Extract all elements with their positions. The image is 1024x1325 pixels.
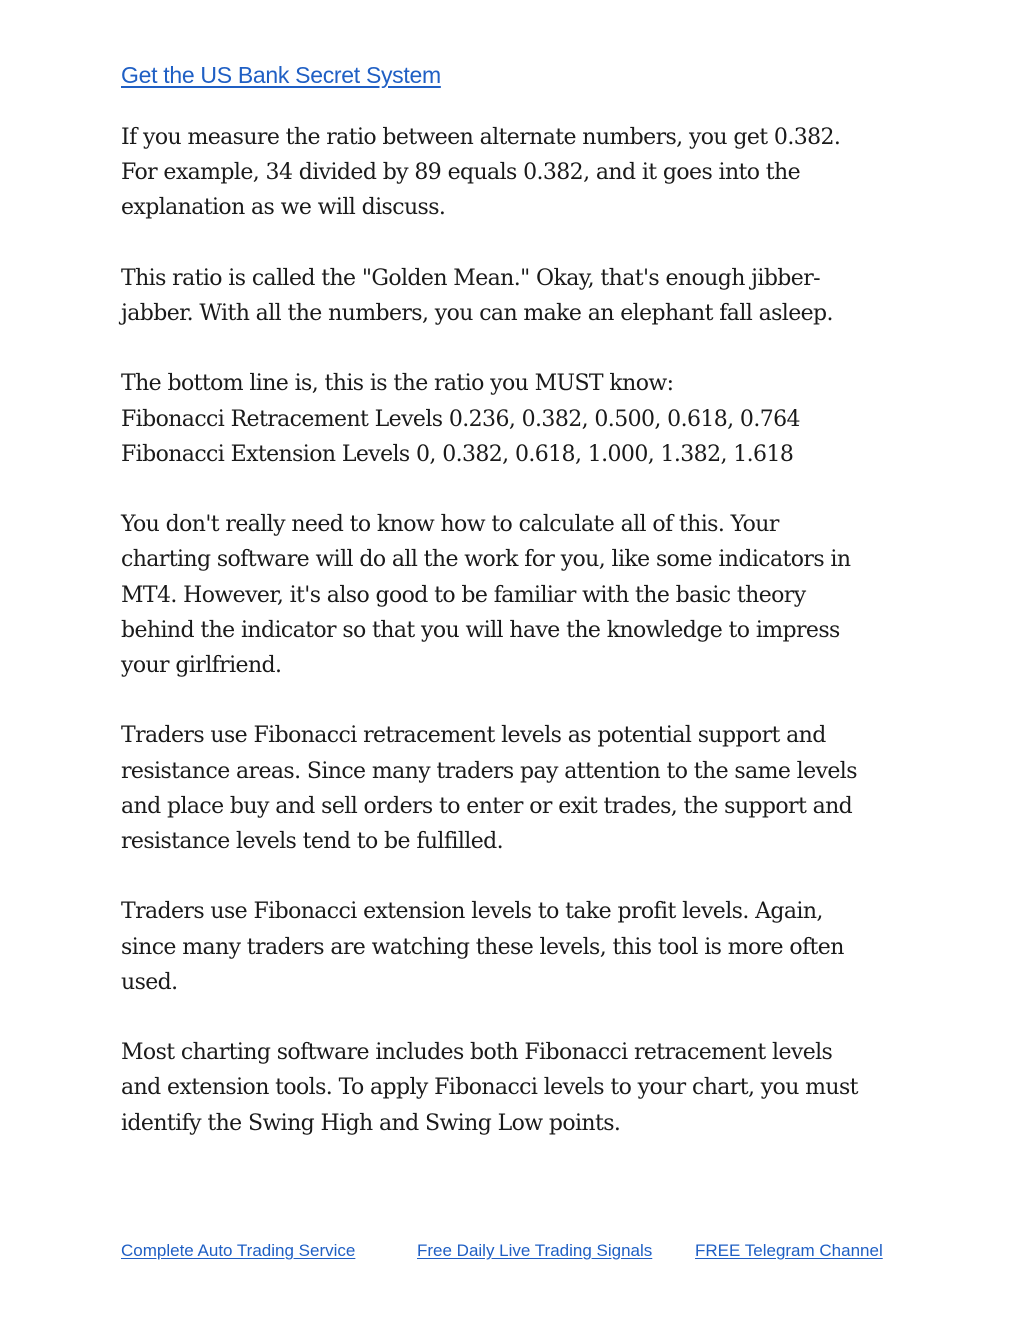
paragraph-retracement-usage [121,718,921,859]
complete-auto-trading-service-link[interactable]: Complete Auto Trading Service [121,1241,356,1260]
text-line: explanation as we will discuss. [121,195,446,221]
text-line: charting software will do all the work for you, like some indicators in [121,547,851,573]
text-line: This ratio is called the "Golden Mean." Okay, that's enough jibber- [121,265,820,291]
text-line: You don't really need to know how to calculate all of this. Your [121,512,779,538]
text-line: and extension tools. To apply Fibonacci levels to your chart, you must [121,1075,858,1101]
paragraph-swing-points [121,1035,921,1141]
text-line: Traders use Fibonacci retracement levels as potential support and [121,723,826,749]
text-line: identify the Swing High and Swing Low points. [121,1110,621,1136]
text-line: Most charting software includes both Fibonacci retracement levels [121,1040,833,1066]
text-line: behind the indicator so that you will have the knowledge to impress [121,617,840,643]
article-body [121,120,921,1176]
text-line: jabber. With all the numbers, you can make an elephant fall asleep. [121,301,833,326]
text-line: and place buy and sell orders to enter or exit trades, the support and [121,793,853,819]
paragraph-golden-mean [121,261,921,331]
text-line: resistance areas. Since many traders pay attention to the same levels [121,758,857,784]
text-line: Fibonacci Retracement Levels 0.236, 0.382, 0.500, 0.618, 0.764 [121,406,800,432]
paragraph-extension-usage [121,894,921,1000]
text-line: used. [121,969,178,995]
paragraph-fibonacci-levels [121,366,921,472]
text-line: If you measure the ratio between alternate numbers, you get 0.382. [121,125,841,150]
text-line: since many traders are watching these levels, this tool is more often [121,934,844,960]
paragraph-charting-software [121,507,921,683]
text-line: MT4. However, it's also good to be familiar with the basic theory [121,582,806,608]
text-line: Fibonacci Extension Levels 0, 0.382, 0.618, 1.000, 1.382, 1.618 [121,441,794,467]
text-line: resistance levels tend to be fulfilled. [121,829,504,854]
paragraph-ratio [121,120,921,226]
free-telegram-channel-link[interactable]: FREE Telegram Channel [695,1241,883,1260]
free-daily-live-trading-signals-link[interactable]: Free Daily Live Trading Signals [417,1241,653,1260]
text-line: The bottom line is, this is the ratio you MUST know: [121,371,674,397]
text-line: your girlfriend. [121,653,282,678]
text-line: For example, 34 divided by 89 equals 0.382, and it goes into the [121,160,801,186]
us-bank-secret-system-link[interactable]: Get the US Bank Secret System [121,62,441,88]
text-line: Traders use Fibonacci extension levels to take profit levels. Again, [121,899,823,925]
